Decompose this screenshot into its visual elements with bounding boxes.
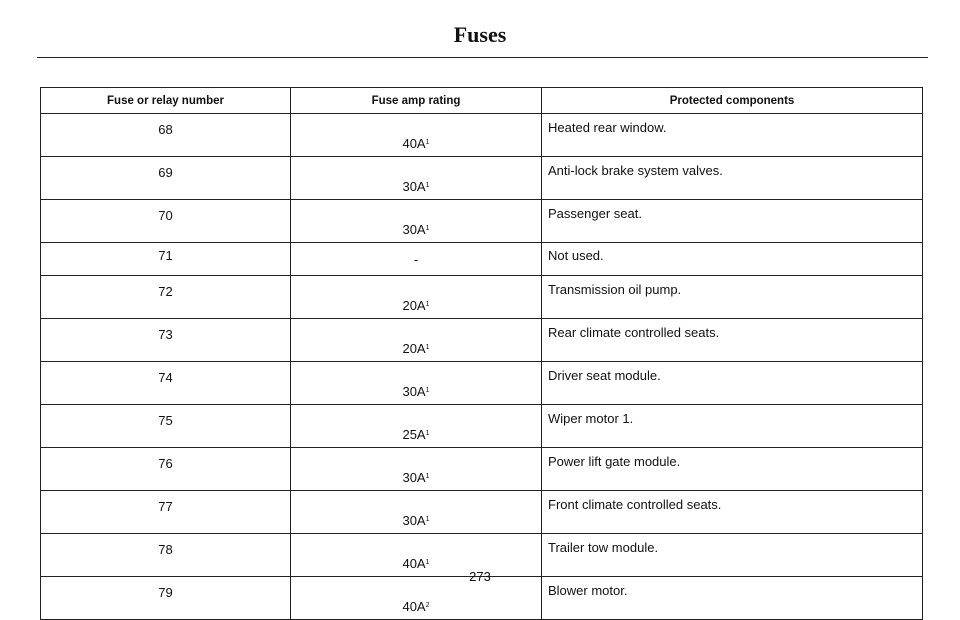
table-row	[41, 157, 923, 200]
table-row	[41, 114, 923, 157]
table-row	[41, 243, 923, 276]
fuse-table	[40, 87, 923, 620]
fuse-number-cell: 77	[41, 491, 291, 534]
footnote-marker: 1	[425, 559, 430, 566]
fuse-table-body	[41, 114, 923, 620]
table-row	[41, 448, 923, 491]
footnote-marker: 1	[425, 430, 430, 437]
amp-rating-value: 40A	[402, 136, 426, 151]
protected-component-cell: Rear climate controlled seats.	[542, 319, 923, 362]
amp-rating-value: -	[413, 251, 419, 267]
header-rule	[37, 57, 928, 58]
header-amp-rating: Fuse amp rating	[291, 88, 542, 114]
table-row	[41, 319, 923, 362]
fuse-number-cell: 73	[41, 319, 291, 362]
amp-rating-value: 30A	[402, 179, 426, 194]
table-row	[41, 491, 923, 534]
protected-component-cell: Front climate controlled seats.	[542, 491, 923, 534]
amp-rating-cell	[291, 319, 542, 362]
protected-component-cell: Power lift gate module.	[542, 448, 923, 491]
protected-component-cell: Driver seat module.	[542, 362, 923, 405]
header-protected-components: Protected components	[542, 88, 923, 114]
protected-component-cell: Not used.	[542, 243, 923, 276]
amp-rating-value: 25A	[402, 427, 426, 442]
table-row	[41, 200, 923, 243]
footnote-marker: 1	[425, 139, 430, 146]
footnote-marker: 1	[425, 182, 430, 189]
amp-rating-value: 20A	[402, 341, 426, 356]
footnote-marker: 1	[425, 225, 430, 232]
amp-rating-cell	[291, 243, 542, 276]
amp-rating-value: 30A	[402, 384, 426, 399]
amp-rating-cell	[291, 276, 542, 319]
amp-rating-value: 30A	[402, 513, 426, 528]
fuse-number-cell: 75	[41, 405, 291, 448]
amp-rating-cell	[291, 405, 542, 448]
footnote-marker: 1	[425, 301, 430, 308]
protected-component-cell: Heated rear window.	[542, 114, 923, 157]
amp-rating-value: 40A	[402, 599, 426, 614]
amp-rating-cell	[291, 114, 542, 157]
protected-component-cell: Anti-lock brake system valves.	[542, 157, 923, 200]
fuse-number-cell: 72	[41, 276, 291, 319]
protected-component-cell: Transmission oil pump.	[542, 276, 923, 319]
amp-rating-value: 30A	[402, 222, 426, 237]
table-row	[41, 362, 923, 405]
fuse-number-cell: 68	[41, 114, 291, 157]
page-number: 273	[469, 569, 491, 584]
fuse-number-cell: 70	[41, 200, 291, 243]
amp-rating-cell	[291, 157, 542, 200]
footnote-marker: 1	[425, 387, 430, 394]
protected-component-cell: Trailer tow module.	[542, 534, 923, 577]
table-row	[41, 405, 923, 448]
fuse-number-cell: 71	[41, 243, 291, 276]
fuse-number-cell: 69	[41, 157, 291, 200]
amp-rating-value: 40A	[402, 556, 426, 571]
fuse-number-cell: 74	[41, 362, 291, 405]
footnote-marker: 1	[425, 344, 430, 351]
amp-rating-cell	[291, 491, 542, 534]
table-row	[41, 276, 923, 319]
amp-rating-cell	[291, 362, 542, 405]
protected-component-cell: Passenger seat.	[542, 200, 923, 243]
protected-component-cell: Wiper motor 1.	[542, 405, 923, 448]
section-title: Fuses	[453, 22, 507, 47]
protected-component-cell: Blower motor.	[542, 577, 923, 620]
header-fuse-number: Fuse or relay number	[41, 88, 291, 114]
fuse-number-cell: 79	[41, 577, 291, 620]
amp-rating-cell	[291, 448, 542, 491]
fuse-number-cell: 78	[41, 534, 291, 577]
footnote-marker: 1	[425, 473, 430, 480]
amp-rating-cell	[291, 200, 542, 243]
table-header-row	[41, 88, 923, 114]
footnote-marker: 1	[425, 516, 430, 523]
footnote-marker: 2	[425, 602, 430, 609]
amp-rating-value: 30A	[402, 470, 426, 485]
amp-rating-value: 20A	[402, 298, 426, 313]
fuse-number-cell: 76	[41, 448, 291, 491]
